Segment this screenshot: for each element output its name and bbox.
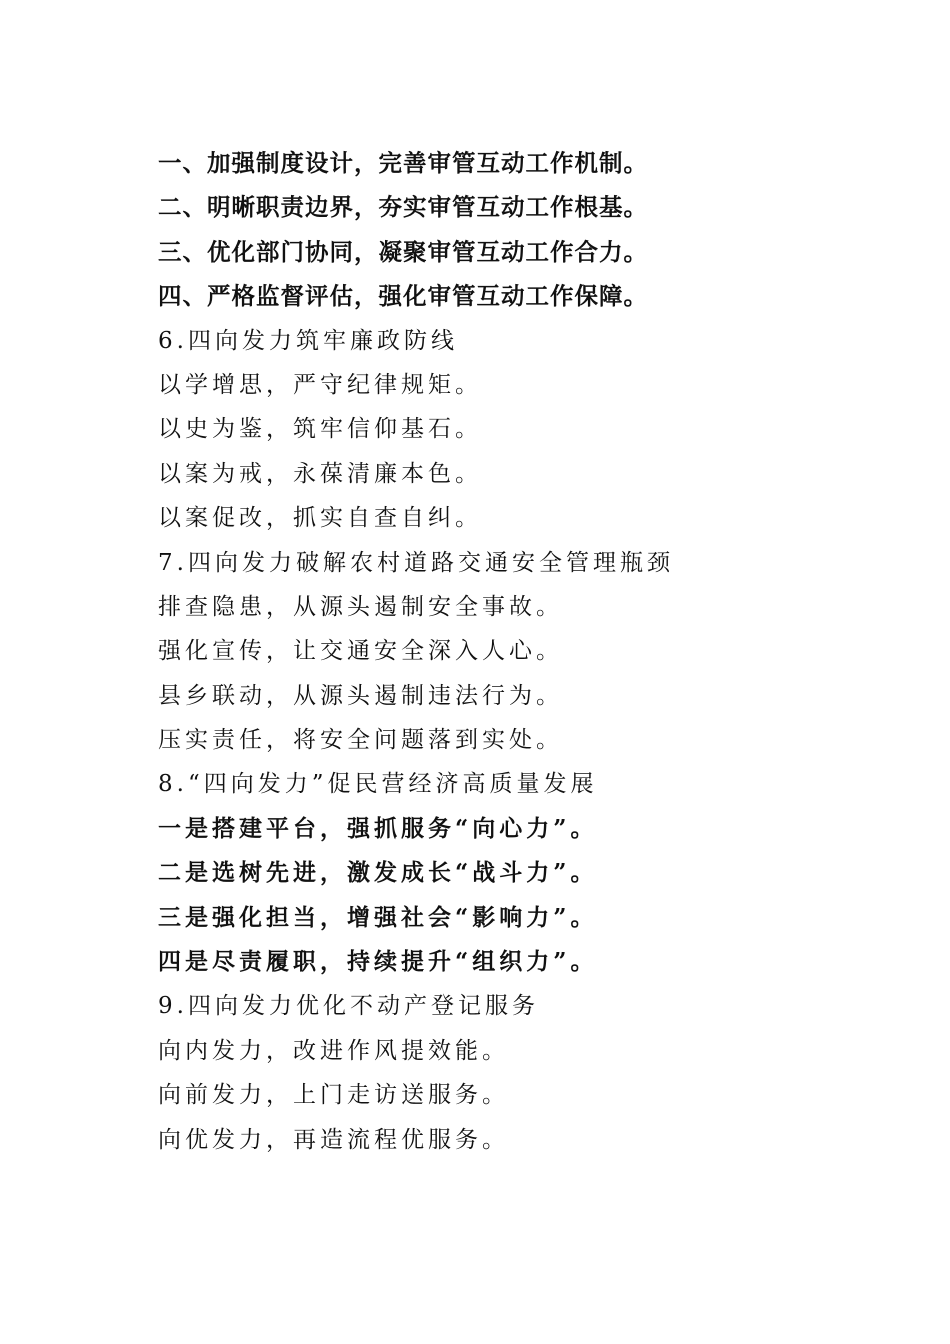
item-line: 向内发力，改进作风提效能。 [158, 1037, 509, 1064]
item-line: 向前发力，上门走访送服务。 [158, 1082, 509, 1109]
section-heading: 二、明晰职责边界，夯实审管互动工作根基。 [158, 193, 648, 222]
section-heading: 四、严格监督评估，强化审管互动工作保障。 [158, 282, 648, 311]
item-line: 以史为鉴，筑牢信仰基石。 [158, 416, 482, 443]
item-line: 以学增思，严守纪律规矩。 [158, 371, 482, 398]
document-body [158, 141, 918, 1162]
item-line: 二是选树先进，激发成长“战斗力”。 [158, 859, 598, 887]
item-title: 9.四向发力优化不动产登记服务 [158, 993, 539, 1020]
item-title: 7.四向发力破解农村道路交通安全管理瓶颈 [158, 549, 674, 576]
item-line: 县乡联动，从源头遏制违法行为。 [158, 682, 563, 709]
item-line: 强化宣传，让交通安全深入人心。 [158, 638, 563, 665]
section-heading: 三、优化部门协同，凝聚审管互动工作合力。 [158, 237, 648, 266]
item-line: 压实责任，将安全问题落到实处。 [158, 727, 563, 754]
item-title: 8.“四向发力”促民营经济高质量发展 [158, 771, 598, 798]
item-title: 6.四向发力筑牢廉政防线 [158, 327, 458, 354]
item-line: 排查隐患，从源头遏制安全事故。 [158, 593, 563, 620]
item-line: 以案为戒，永葆清廉本色。 [158, 460, 482, 487]
item-line: 四是尽责履职，持续提升“组织力”。 [158, 948, 598, 976]
item-line: 以案促改，抓实自查自纠。 [158, 505, 482, 532]
item-line: 三是强化担当，增强社会“影响力”。 [158, 903, 598, 931]
item-line: 一是搭建平台，强抓服务“向心力”。 [158, 814, 598, 842]
item-line: 向优发力，再造流程优服务。 [158, 1126, 509, 1153]
section-heading: 一、加强制度设计，完善审管互动工作机制。 [158, 149, 648, 177]
